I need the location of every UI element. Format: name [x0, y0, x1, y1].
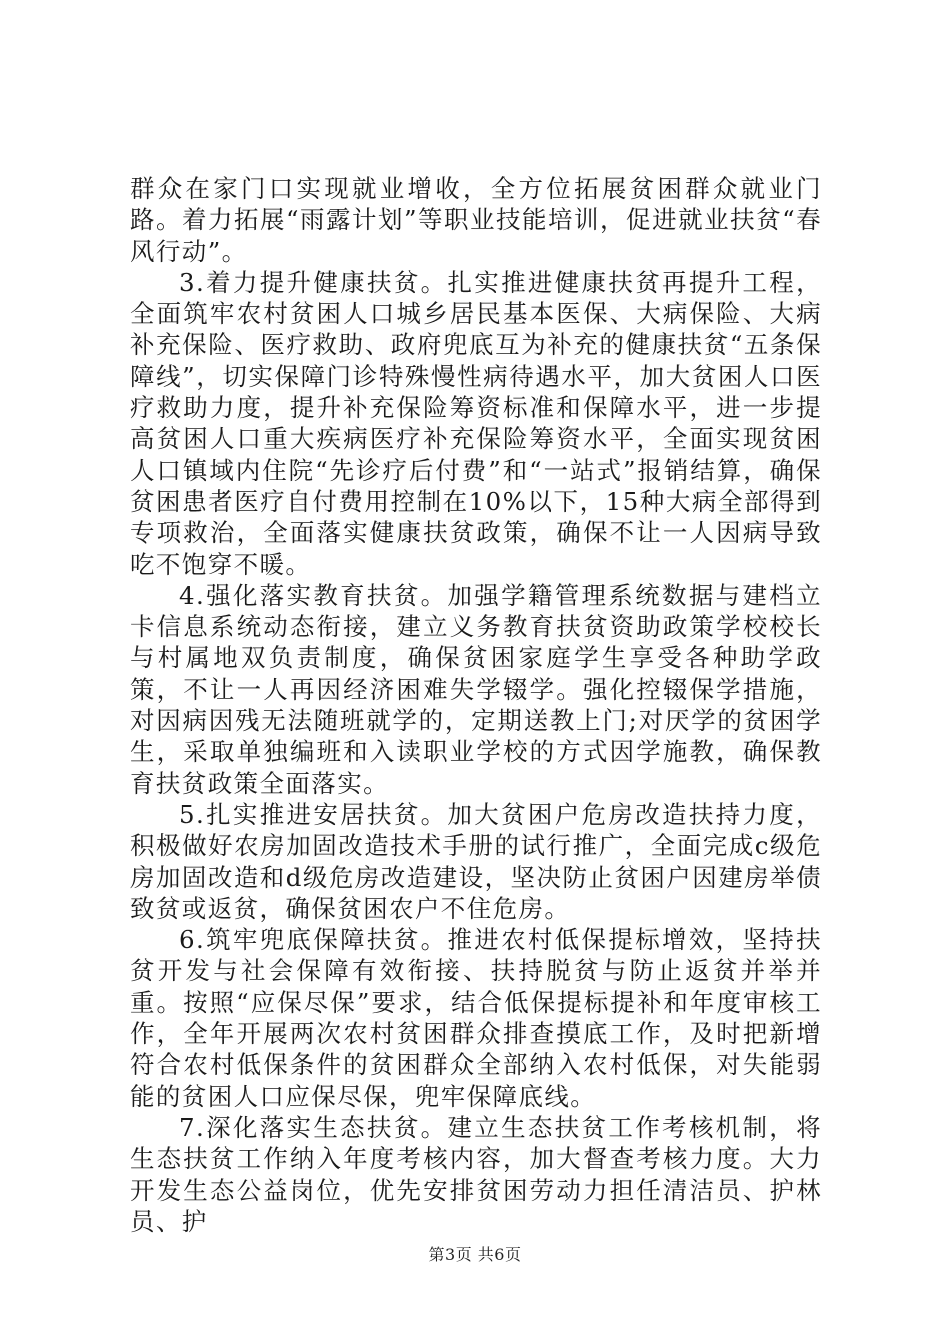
page-number-footer: 第3页 共6页	[428, 1245, 522, 1264]
paragraph-ecological-poverty-alleviation: 7.深化落实生态扶贫。建立生态扶贫工作考核机制，将生态扶贫工作纳入年度考核内容，加大督查考核力度。大力开发生态公益岗位，优先安排贫困劳动力担任清洁员、护林员、护	[130, 1112, 822, 1236]
paragraph-housing-poverty-alleviation: 5.扎实推进安居扶贫。加大贫困户危房改造扶持力度，积极做好农房加固改造技术手册的试行推广，全面完成c级危房加固改造和d级危房改造建设，坚决防止贫困户因建房举债致贫或返贫，确保贫困农户不住危房。	[130, 799, 822, 923]
paragraph-continuation: 群众在家门口实现就业增收，全方位拓展贫困群众就业门路。着力拓展“雨露计划”等职业技能培训，促进就业扶贫“春风行动”。	[130, 174, 822, 266]
paragraph-health-poverty-alleviation: 3.着力提升健康扶贫。扎实推进健康扶贫再提升工程，全面筑牢农村贫困人口城乡居民基本医保、大病保险、大病补充保险、医疗救助、政府兜底互为补充的健康扶贫“五条保障线”，切实保障门诊特殊慢性病待遇水平，加大贫困人口医疗救助力度，提升补充保险筹资标准和保障水平，进一步提高贫困人口重大疾病医疗补充保险筹资水平，全面实现贫困人口镇域内住院“先诊疗后付费”和“一站式”报销结算，确保贫困患者医疗自付费用控制在10%以下，15种大病全部得到专项救治，全面落实健康扶贫政策，确保不让一人因病导致吃不饱穿不暖。	[130, 267, 822, 579]
paragraph-safety-net-poverty-alleviation: 6.筑牢兜底保障扶贫。推进农村低保提标增效，坚持扶贫开发与社会保障有效衔接、扶持脱贫与防止返贫并举并重。按照“应保尽保”要求，结合低保提标提补和年度审核工作，全年开展两次农村贫困群众排查摸底工作，及时把新增符合农村低保条件的贫困群众全部纳入农村低保，对失能弱能的贫困人口应保尽保，兜牢保障底线。	[130, 925, 822, 1111]
document-body	[130, 173, 822, 1237]
paragraph-education-poverty-alleviation: 4.强化落实教育扶贫。加强学籍管理系统数据与建档立卡信息系统动态衔接，建立义务教育扶贫资助政策学校校长与村属地双负责制度，确保贫困家庭学生享受各种助学政策，不让一人再因经济困难失学辍学。强化控辍保学措施，对因病因残无法随班就学的，定期送教上门;对厌学的贫困学生，采取单独编班和入读职业学校的方式因学施教，确保教育扶贫政策全面落实。	[130, 580, 822, 798]
